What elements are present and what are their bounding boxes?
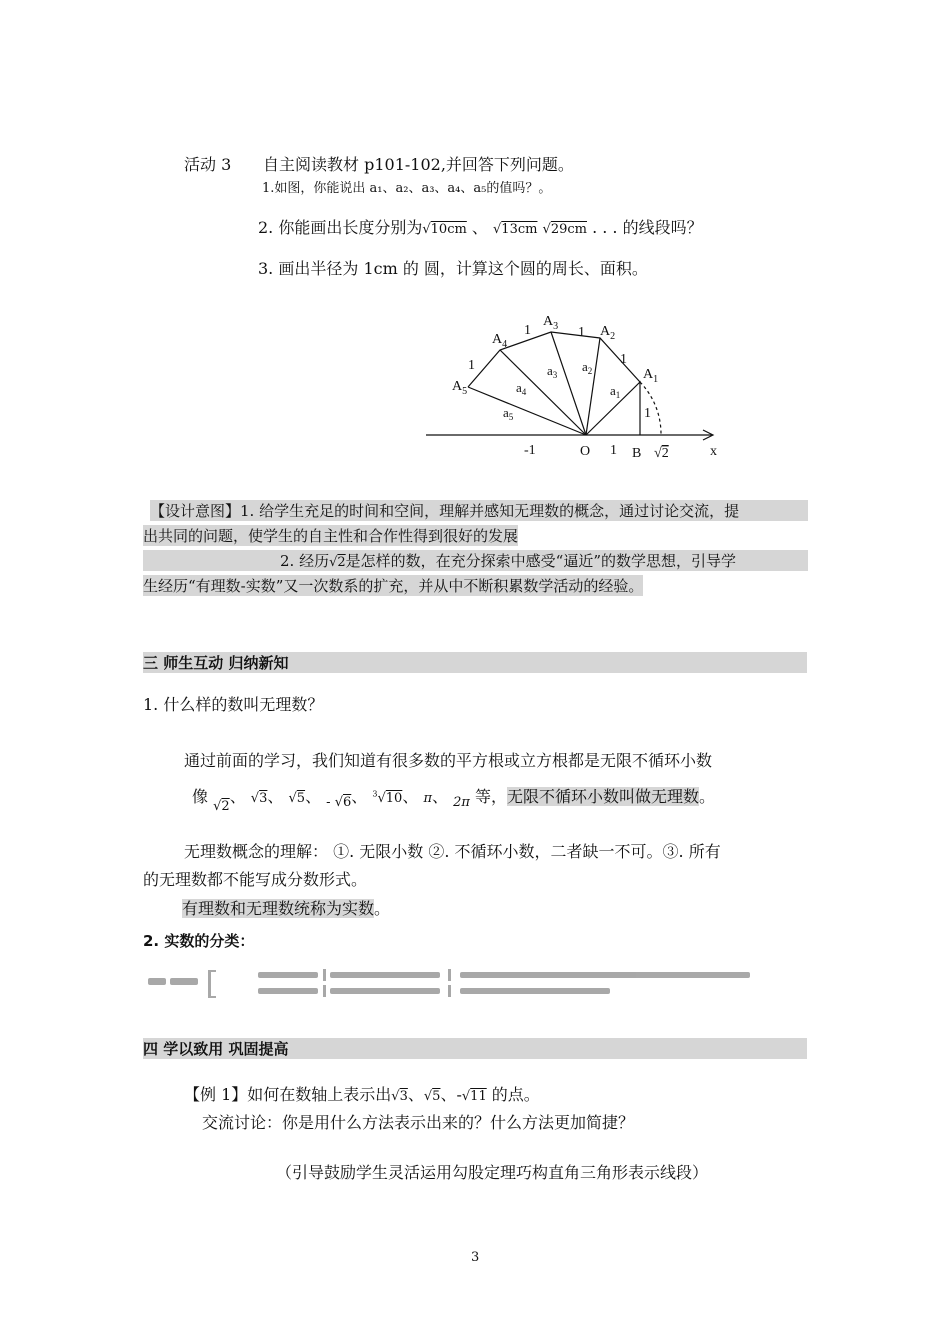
section3-p1: 通过前面的学习，我们知道有很多数的平方根或立方根都是无限不循环小数 (184, 751, 713, 770)
label-A2: $A_2$ (600, 324, 616, 342)
sep: 、 (305, 787, 322, 806)
section4-heading: 四 学以致用 巩固提高 (143, 1038, 807, 1059)
example1-post: 的点。 (486, 1085, 540, 1104)
q2-suffix: . . . 的线段吗？ (587, 218, 703, 237)
label-one-a2a1: 1 (620, 352, 627, 367)
xiang: 像 (192, 787, 209, 806)
segment-a3 (551, 332, 586, 435)
sep: 、 (229, 787, 246, 806)
label-A1: $A_1$ (643, 367, 659, 385)
section3-q1: 1. 什么样的数叫无理数？ (143, 695, 324, 714)
label-one-a3a2: 1 (578, 325, 585, 340)
label-one-axis: 1 (610, 443, 617, 458)
irrational-definition: 无限不循环小数叫做无理数 (507, 787, 700, 806)
ex-cbrt10: $^3$√10 (372, 789, 403, 806)
label-one-vertical: 1 (644, 406, 651, 421)
sqrt-5: √5 (423, 1089, 441, 1104)
classification-diagram-image (148, 966, 758, 1002)
sqrt-11: √11 (461, 1089, 487, 1104)
example1-neg: 、- (440, 1085, 462, 1104)
label-a2: $a_2$ (582, 359, 593, 376)
label-origin: O (580, 444, 591, 459)
real-period: 。 (374, 899, 391, 918)
q2-prefix: 2. 你能画出长度分别为 (258, 218, 423, 237)
ex-neg-sqrt6: - √6 (326, 795, 352, 810)
label-one-a5a4: 1 (468, 358, 475, 373)
design-line3-post: 是怎样的数，在充分探索中感受“逼近”的数学思想，引导学 (345, 552, 737, 570)
design-intent-line1: 【设计意图】1. 给学生充足的时间和空间，理解并感知无理数的概念，通过讨论交流，提 (150, 500, 808, 521)
label-a5: $a_5$ (503, 405, 514, 422)
deng: 等， (475, 787, 508, 806)
label-neg-one: -1 (524, 443, 536, 458)
sqrt-13cm: √13cm (493, 222, 538, 237)
sep: 、 (402, 787, 419, 806)
design-intent-line2: 出共同的问题，使学生的自主性和合作性得到很好的发展 (143, 527, 519, 545)
segment-a5 (468, 387, 586, 435)
ex-sqrt5: √5 (288, 791, 306, 806)
discussion: 交流讨论：你是用什么方法表示出来的？什么方法更加简捷？ (202, 1113, 635, 1132)
real-definition-text: 有理数和无理数统称为实数 (182, 899, 375, 918)
activity-q1: 1.如图，你能说出 a₁、a₂、a₃、a₄、a₅的值吗？。 (262, 181, 552, 196)
period: 。 (699, 787, 716, 806)
label-a3: $a_3$ (547, 363, 558, 380)
ex-sqrt3: √3 (250, 791, 268, 806)
label-A5: $A_5$ (452, 379, 468, 397)
real-classification-heading: 2. 实数的分类： (143, 932, 255, 950)
sqrt-29cm: √29cm (542, 222, 587, 237)
label-x: x (710, 444, 717, 459)
sqrt-10cm: √10cm (422, 222, 467, 237)
irrational-examples (192, 784, 716, 814)
segment-a2 (586, 338, 600, 435)
example1 (184, 1082, 540, 1105)
label-a4: $a_4$ (516, 380, 527, 397)
label-one-a4a3: 1 (524, 323, 531, 338)
design-intent-line3 (143, 550, 808, 571)
spiral-figure (420, 305, 730, 470)
activity-q3: 3. 画出半径为 1cm 的 圆，计算这个圆的周长、面积。 (258, 259, 648, 278)
sep: 、 (351, 787, 368, 806)
design-intent-line4: 生经历“有理数-实数”又一次数系的扩充，并从中不断积累数学活动的经验。 (143, 577, 644, 595)
sep: 、 (431, 787, 448, 806)
real-definition (182, 896, 390, 919)
q2-sep: 、 (466, 218, 493, 237)
activity-label: 活动 3 (184, 155, 232, 174)
activity-q2 (258, 215, 703, 238)
guidance: （引导鼓励学生灵活运用勾股定理巧构直角三角形表示线段） (276, 1163, 709, 1182)
example1-sep: 、 (407, 1085, 424, 1104)
section3-p2: 无理数概念的理解： ①. 无限小数 ②. 不循环小数，二者缺一不可。③. 所有 (184, 842, 721, 861)
sqrt-3: √3 (391, 1089, 408, 1104)
ex-sqrt2: √2 (213, 799, 230, 814)
page-number: 3 (471, 1250, 480, 1265)
example1-pre: 【例 1】如何在数轴上表示出 (184, 1085, 392, 1104)
label-A4: $A_4$ (492, 332, 508, 350)
section3-p3: 的无理数都不能写成分数形式。 (143, 870, 368, 889)
ex-pi: π (423, 791, 432, 806)
design-line3-pre: 2. 经历 (280, 552, 330, 570)
label-sqrt2: √2 (654, 446, 669, 461)
section3-heading: 三 师生互动 归纳新知 (143, 652, 807, 673)
activity-text: 自主阅读教材 p101-102,并回答下列问题。 (263, 155, 574, 174)
label-a1: $a_1$ (610, 383, 621, 400)
sep: 、 (267, 787, 284, 806)
ex-2pi: 2π (453, 795, 470, 810)
sqrt-2: √2 (329, 555, 346, 570)
label-B: B (632, 446, 642, 461)
label-A3: $A_3$ (543, 314, 559, 332)
segment-a4 (500, 350, 586, 435)
